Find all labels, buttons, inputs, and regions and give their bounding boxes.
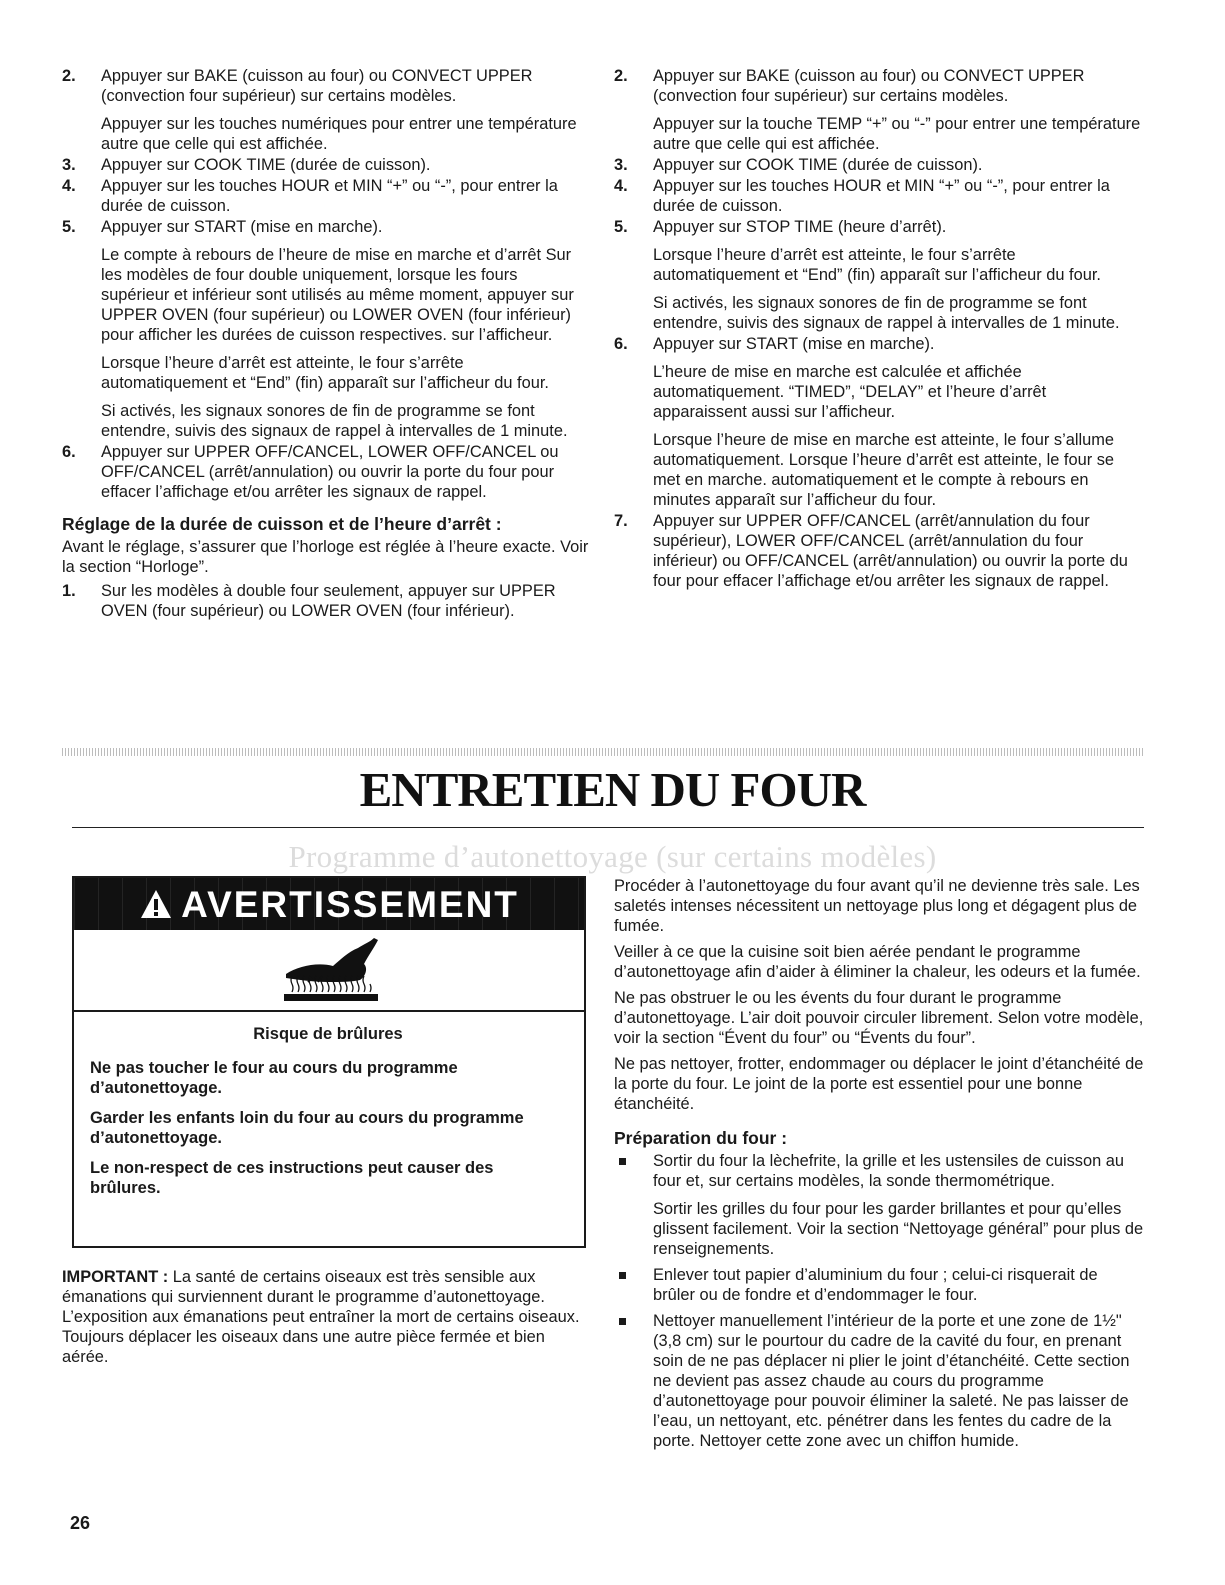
step-number: 4. <box>614 177 628 195</box>
step-text: L’heure de mise en marche est calculée et affichée automatiquement. “TIMED”, “DELAY” et l’heure d’arrêt apparaissent aussi sur l’afficheur. <box>653 363 1047 421</box>
list-item <box>62 442 590 502</box>
list-item <box>614 1265 1144 1305</box>
list-item <box>614 334 1144 510</box>
step-text: Appuyer sur STOP TIME (heure d’arrêt). <box>653 218 947 236</box>
bullet-square-icon <box>619 1318 626 1325</box>
list-item <box>614 155 1144 175</box>
section-subheading: Réglage de la durée de cuisson et de l’heure d’arrêt : <box>62 514 502 534</box>
paragraph: Ne pas nettoyer, frotter, endommager ou déplacer le joint d’étanchéité de la porte du four. Le joint de la porte est essentiel pour une bonne étanchéité. <box>614 1055 1144 1113</box>
paragraph: Veiller à ce que la cuisine soit bien aérée pendant le programme d’autonettoyage afin d’aider à éliminer la chaleur, les odeurs et la fumée. <box>614 943 1141 981</box>
preparation-list <box>614 1151 1144 1451</box>
warning-line: Garder les enfants loin du four au cours du programme d’autonettoyage. <box>90 1109 524 1147</box>
list-item <box>614 1311 1144 1451</box>
warning-line: Le non-respect de ces instructions peut causer des brûlures. <box>90 1159 494 1197</box>
warning-line: Ne pas toucher le four au cours du programme d’autonettoyage. <box>90 1059 458 1097</box>
step-text: Appuyer sur START (mise en marche). <box>653 335 935 353</box>
step-text: Appuyer sur BAKE (cuisson au four) ou CONVECT UPPER (convection four supérieur) sur certains modèles. <box>653 67 1085 105</box>
step-text: Si activés, les signaux sonores de fin de programme se font entendre, suivis des signaux de rappel à intervalles de 1 minute. <box>101 402 568 440</box>
step-number: 6. <box>614 335 628 353</box>
list-item <box>62 155 590 175</box>
step-text: Sur les modèles à double four seulement, appuyer sur UPPER OVEN (four supérieur) ou LOWER OVEN (four inférieur). <box>101 582 556 620</box>
step-text: Appuyer sur COOK TIME (durée de cuisson). <box>653 156 983 174</box>
left-column-top <box>62 66 590 622</box>
bullet-text: Sortir du four la lèchefrite, la grille et les ustensiles de cuisson au four et, sur certains modèles, la sonde thermométrique. <box>653 1152 1125 1190</box>
title-rule <box>72 827 1144 828</box>
paragraph: Ne pas obstruer le ou les évents du four durant le programme d’autonettoyage. L’air doit pouvoir circuler librement. Selon votre modèle, voir la section “Évent du four” ou “Évents du four”. <box>614 989 1144 1047</box>
step-number: 3. <box>614 156 628 174</box>
step-number: 4. <box>62 177 76 195</box>
step-text: Appuyer sur UPPER OFF/CANCEL, LOWER OFF/CANCEL ou OFF/CANCEL (arrêt/annulation) ou ouvrir la porte du four pour effacer l’affichage et/ou arrêter les signaux de rappel. <box>101 443 559 501</box>
list-item <box>614 66 1144 154</box>
warning-header-label: AVERTISSEMENT <box>181 884 519 925</box>
warning-header <box>74 878 584 930</box>
right-steps-list <box>614 66 1144 591</box>
bullet-text: Enlever tout papier d’aluminium du four ; celui-ci risquerait de brûler ou de fondre et d’endommager le four. <box>653 1266 1098 1304</box>
bullet-square-icon <box>619 1158 626 1165</box>
section-divider <box>62 748 1144 756</box>
step-number: 2. <box>614 67 628 85</box>
warning-box <box>72 876 586 1248</box>
step-number: 6. <box>62 443 76 461</box>
important-text: La santé de certains oiseaux est très sensible aux émanations qui surviennent durant le programme d’autonettoyage. L’exposition aux émanations peut entraîner la mort de certains oiseaux. Toujours déplacer les oiseaux dans une autre pièce fermée et bien aérée. <box>62 1268 580 1366</box>
bullet-text: Nettoyer manuellement l’intérieur de la porte et une zone de 1½" (3,8 cm) sur le pourtour du cadre de la cavité du four, en prenant soin de ne pas déplacer ni plier le joint d’étanchéité. Cette section ne devient pas assez chaude au cours du programme d’autonettoyage pour pouvoir éliminer la saleté. Ne pas laisser de l’eau, un nettoyant, etc. pénétrer dans les fentes du cadre de la porte. Nettoyer cette zone avec un chiffon humide. <box>653 1312 1130 1450</box>
list-item <box>62 66 590 154</box>
burn-hazard-illustration <box>72 930 586 1012</box>
left-steps-list-2 <box>62 581 590 621</box>
section-title: Programme d’autonettoyage (sur certains modèles) <box>288 839 937 874</box>
paragraph: Procéder à l’autonettoyage du four avant qu’il ne devienne très sale. Les saletés intenses nécessitent un nettoyage plus long et dégagent plus de fumée. <box>614 877 1140 935</box>
section-subheading: Préparation du four : <box>614 1128 788 1148</box>
intro-paragraph: Avant le réglage, s’assurer que l’horloge est réglée à l’heure exacte. Voir la section “Horloge”. <box>62 538 589 576</box>
list-item <box>62 176 590 216</box>
left-steps-list <box>62 66 590 502</box>
list-item <box>614 217 1144 333</box>
step-text: Lorsque l’heure d’arrêt est atteinte, le four s’arrête automatiquement et “End” (fin) apparaît sur l’afficheur du four. <box>653 246 1101 284</box>
step-text: Appuyer sur les touches HOUR et MIN “+” ou “-”, pour entrer la durée de cuisson. <box>653 177 1110 215</box>
step-text: Appuyer sur les touches numériques pour entrer une température autre que celle qui est affichée. <box>101 115 577 153</box>
hand-heat-icon <box>278 938 388 1002</box>
right-column-bottom <box>614 876 1144 1457</box>
right-column-top <box>614 66 1144 592</box>
step-text: Appuyer sur COOK TIME (durée de cuisson). <box>101 156 431 174</box>
important-note <box>62 1267 590 1367</box>
step-text: Lorsque l’heure d’arrêt est atteinte, le four s’arrête automatiquement et “End” (fin) apparaît sur l’afficheur du four. <box>101 354 549 392</box>
list-item <box>614 1151 1144 1259</box>
bullet-square-icon <box>619 1272 626 1279</box>
warning-subtitle: Risque de brûlures <box>253 1025 403 1043</box>
list-item <box>62 217 590 441</box>
list-item <box>614 176 1144 216</box>
step-text: Si activés, les signaux sonores de fin de programme se font entendre, suivis des signaux de rappel à intervalles de 1 minute. <box>653 294 1120 332</box>
important-label: IMPORTANT : <box>62 1268 169 1286</box>
list-item <box>62 581 590 621</box>
bullet-text: Sortir les grilles du four pour les garder brillantes et pour qu’elles glissent facilement. Voir la section “Nettoyage général” pour plus de renseignements. <box>653 1200 1144 1258</box>
step-number: 5. <box>614 218 628 236</box>
step-number: 2. <box>62 67 76 85</box>
warning-content <box>74 1012 584 1198</box>
page-title: ENTRETIEN DU FOUR <box>359 762 866 817</box>
step-text: Appuyer sur les touches HOUR et MIN “+” ou “-”, pour entrer la durée de cuisson. <box>101 177 558 215</box>
step-text: Lorsque l’heure de mise en marche est atteinte, le four s’allume automatiquement. Lorsque l’heure d’arrêt est atteinte, le four se met en marche. automatiquement et le compte à rebours en minutes apparaît sur l’afficheur du four. <box>653 431 1115 509</box>
page-number: 26 <box>70 1513 91 1533</box>
step-text: Appuyer sur BAKE (cuisson au four) ou CONVECT UPPER (convection four supérieur) sur certains modèles. <box>101 67 533 105</box>
step-text: Appuyer sur UPPER OFF/CANCEL (arrêt/annulation du four supérieur), LOWER OFF/CANCEL (arrêt/annulation du four inférieur) ou OFF/CANCEL (arrêt/annulation) ou ouvrir la porte du four pour effacer l’affichage et/ou arrêter les signaux de rappel. <box>653 512 1128 590</box>
step-number: 1. <box>62 582 76 600</box>
step-number: 7. <box>614 512 628 530</box>
step-text: Appuyer sur START (mise en marche). <box>101 218 383 236</box>
step-text: Le compte à rebours de l’heure de mise en marche et d’arrêt Sur les modèles de four double uniquement, lorsque les fours supérieur et inférieur sont utilisés au même moment, appuyer sur UPPER OVEN (four supérieur) ou LOWER OVEN (four inférieur) pour afficher les durées de cuisson respectives. sur l’afficheur. <box>101 246 574 344</box>
step-number: 5. <box>62 218 76 236</box>
step-text: Appuyer sur la touche TEMP “+” ou “-” pour entrer une température autre que celle qui est affichée. <box>653 115 1141 153</box>
list-item <box>614 511 1144 591</box>
warning-triangle-icon <box>139 888 173 928</box>
step-number: 3. <box>62 156 76 174</box>
